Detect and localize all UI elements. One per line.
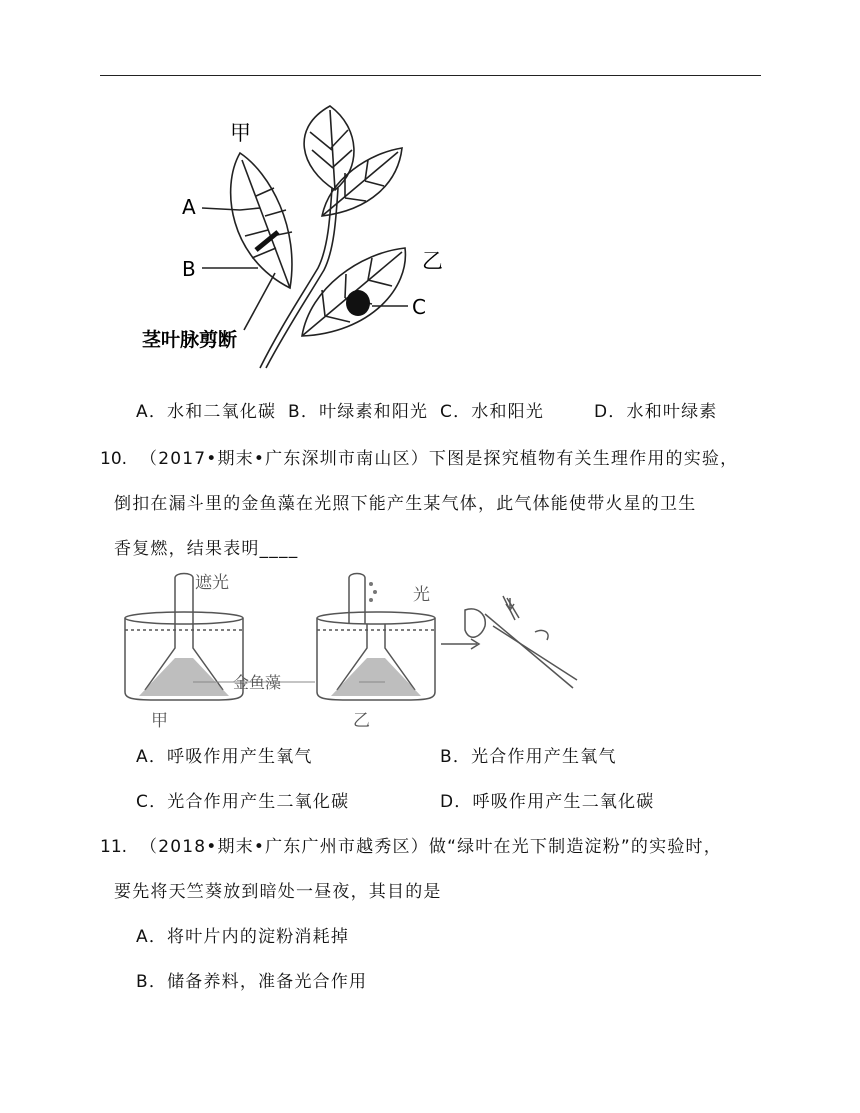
label-plant: 金鱼藻 [233, 673, 282, 692]
q10-number: 10. [100, 449, 128, 469]
q11-number: 11. [100, 837, 128, 857]
q10-stem-line3: 香复燃，结果表明____ [114, 539, 299, 559]
q9-option-b[interactable]: B．叶绿素和阳光 [288, 402, 429, 422]
q9-option-d[interactable]: D．水和叶绿素 [594, 402, 718, 422]
header-rule [100, 75, 761, 76]
q9-option-a[interactable]: A．水和二氧化碳 [136, 402, 277, 422]
q9-option-c[interactable]: C．水和阳光 [440, 402, 545, 422]
q10-stem-line1: （2017•期末•广东深圳市南山区）下图是探究植物有关生理作用的实验， [140, 449, 739, 469]
label-shade: 遮光 [195, 573, 229, 593]
q11-stem-line2: 要先将天竺葵放到暗处一昼夜，其目的是 [114, 882, 442, 902]
label-b: B [182, 257, 196, 281]
label-yi-2: 乙 [353, 711, 370, 731]
label-light: 光 [413, 585, 430, 605]
q10-option-b[interactable]: B．光合作用产生氧气 [440, 747, 617, 767]
goldfish-weed-experiment-figure [115, 570, 585, 732]
label-jia-2: 甲 [151, 711, 168, 731]
label-jia: 甲 [230, 121, 251, 145]
q10-stem-line2: 倒扣在漏斗里的金鱼藻在光照下能产生某气体，此气体能使带火星的卫生 [114, 494, 697, 514]
label-cut: 茎叶脉剪断 [142, 329, 238, 351]
covered-spot [346, 290, 370, 316]
q11-option-a[interactable]: A．将叶片内的淀粉消耗掉 [136, 927, 350, 947]
q11-option-b[interactable]: B．储备养料，准备光合作用 [136, 972, 368, 992]
label-a: A [182, 195, 196, 219]
q11-stem-line1: （2018•期末•广东广州市越秀区）做“绿叶在光下制造淀粉”的实验时， [140, 837, 722, 857]
q10-option-a[interactable]: A．呼吸作用产生氧气 [136, 747, 313, 767]
label-c: C [412, 295, 426, 319]
leaf-experiment-figure [140, 98, 443, 376]
q10-option-d[interactable]: D．呼吸作用产生二氧化碳 [440, 792, 655, 812]
q10-option-c[interactable]: C．光合作用产生二氧化碳 [136, 792, 350, 812]
label-yi: 乙 [422, 249, 443, 273]
